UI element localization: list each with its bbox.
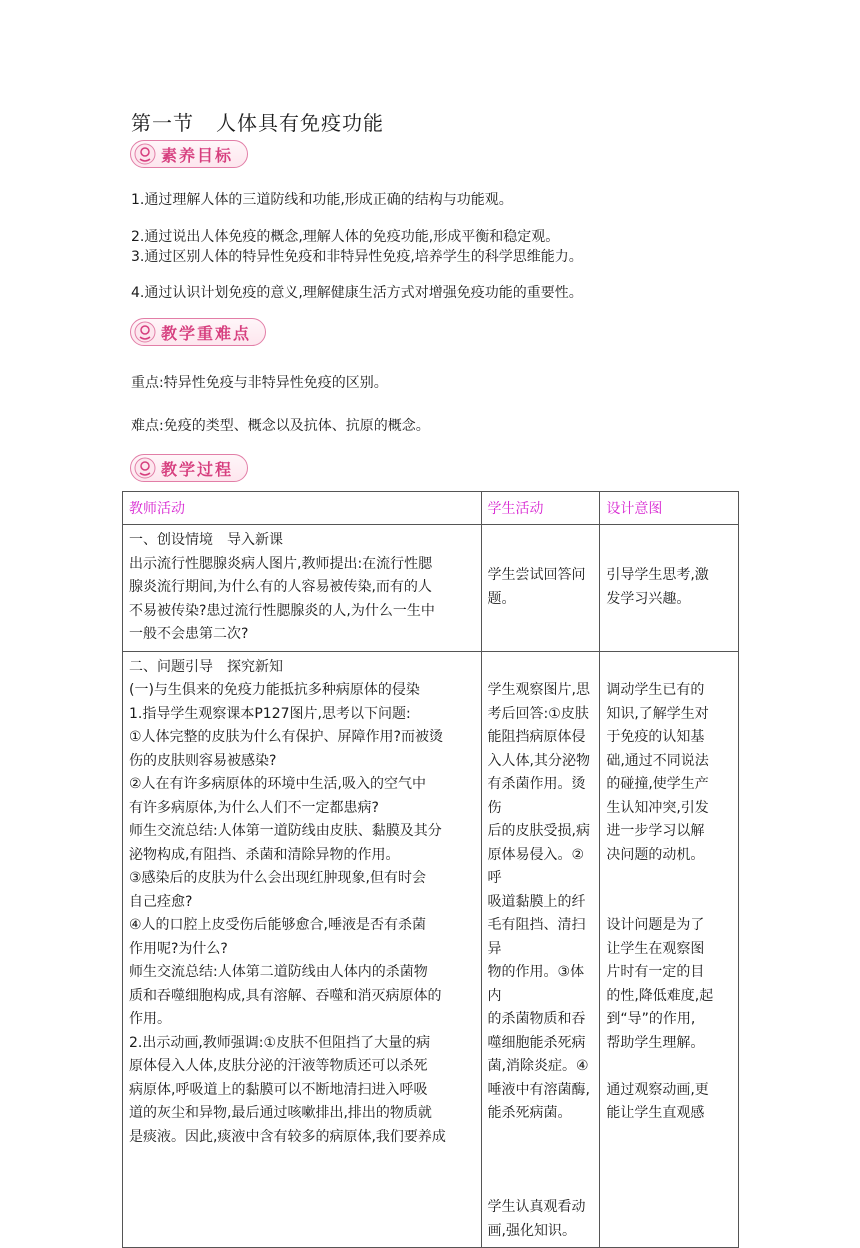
text-line: 2.出示动画,教师强调:①皮肤不但阻挡了大量的病 [129, 1034, 431, 1051]
section-name: 人体具有免疫功能 [216, 111, 384, 135]
text-line: 噬细胞能杀死病 [487, 1034, 586, 1051]
text-line: 让学生在观察图 [606, 940, 705, 957]
key-point: 重点:特异性免疫与非特异性免疫的区别。 [131, 375, 388, 391]
text-line: 病原体,呼吸道上的黏膜可以不断地清扫进入呼吸 [129, 1081, 428, 1098]
text-line: ②人在有许多病原体的环境中生活,吸入的空气中 [129, 776, 426, 792]
text-line: ③感染后的皮肤为什么会出现红肿现象,但有时会 [129, 870, 426, 886]
badge-keypoints-label: 教学重难点 [161, 323, 252, 343]
text-line: 一般不会患第二次? [129, 626, 249, 642]
text-line: 学生尝试回答问 [487, 567, 586, 584]
text-line: 是痰液。因此,痰液中含有较多的病原体,我们要养成 [129, 1128, 446, 1145]
badge-process [130, 454, 248, 482]
text-line: 原体侵入人体,皮肤分泌的汗液等物质还可以杀死 [129, 1058, 428, 1074]
text-line: 腺炎流行期间,为什么有的人容易被传染,而有的人 [129, 579, 432, 595]
text-line: 的杀菌物质和吞 [487, 1011, 586, 1027]
text-line: 唾液中有溶菌酶, [487, 1081, 590, 1098]
text-line: 物的作用。③体内 [487, 964, 585, 1004]
text-line: 师生交流总结:人体第一道防线由皮肤、黏膜及其分 [129, 823, 442, 839]
text-line: 后的皮肤受损,病 [487, 823, 590, 839]
text-line: 决问题的动机。 [606, 846, 705, 863]
text-line: 画,强化知识。 [487, 1222, 576, 1239]
ribbon-medal-icon [133, 142, 157, 166]
text-line: 进一步学习以解 [606, 823, 705, 839]
text-line: 帮助学生理解。 [606, 1034, 705, 1051]
table-header-row [123, 492, 739, 525]
text-line: 到“导”的作用, [606, 1011, 696, 1027]
text-line: 引导学生思考,激 [606, 567, 709, 584]
goal-item: 4.通过认识计划免疫的意义,理解健康生活方式对增强免疫功能的重要性。 [131, 285, 583, 301]
teacher-cell [123, 525, 482, 652]
text-line: 于免疫的认知基 [606, 729, 705, 745]
text-line: 有许多病原体,为什么人们不一定都患病? [129, 799, 379, 816]
badge-process-label: 教学过程 [161, 459, 234, 479]
teacher-cell [123, 651, 482, 1248]
header-student: 学生活动 [481, 492, 600, 525]
table-row [123, 525, 739, 652]
lesson-plan-table [122, 491, 739, 1248]
text-line: 出示流行性腮腺炎病人图片,教师提出:在流行性腮 [129, 555, 433, 572]
text-line: 原体易侵入。②呼 [487, 846, 585, 886]
text-line: 毛有阻挡、清扫异 [487, 917, 586, 957]
goal-item: 3.通过区别人体的特异性免疫和非特异性免疫,培养学生的科学思维能力。 [131, 249, 583, 265]
text-line: 质和吞噬细胞构成,具有溶解、吞噬和消灭病原体的 [129, 987, 442, 1004]
text-line: 一、创设情境 导入新课 [129, 532, 283, 548]
goal-item: 1.通过理解人体的三道防线和功能,形成正确的结构与功能观。 [131, 192, 513, 208]
text-line: 能杀死病菌。 [487, 1105, 572, 1121]
text-line: 础,通过不同说法 [606, 752, 709, 769]
text-line: 设计问题是为了 [606, 917, 705, 933]
text-line: 1.指导学生观察课本P127图片,思考以下问题: [129, 705, 411, 722]
text-line: 学生认真观看动 [487, 1199, 586, 1215]
text-line: 调动学生已有的 [606, 682, 705, 698]
table-row [123, 651, 739, 1248]
text-line: 知识,了解学生对 [606, 705, 709, 722]
text-line: 的碰撞,使学生产 [606, 776, 709, 792]
badge-goals-label: 素养目标 [161, 145, 234, 165]
header-intent: 设计意图 [600, 492, 739, 525]
text-line: 菌,消除炎症。④ [487, 1058, 589, 1074]
text-line: 师生交流总结:人体第二道防线由人体内的杀菌物 [129, 964, 428, 980]
text-line: 学生观察图片,思 [487, 682, 590, 698]
text-line: 发学习兴趣。 [606, 590, 691, 607]
text-line: 作用呢?为什么? [129, 940, 228, 957]
section-number: 第一节 [131, 111, 194, 135]
badge-goals [130, 140, 248, 168]
badge-keypoints [130, 318, 266, 346]
text-line: ④人的口腔上皮受伤后能够愈合,唾液是否有杀菌 [129, 917, 426, 933]
goal-item: 2.通过说出人体免疫的概念,理解人体的免疫功能,形成平衡和稳定观。 [131, 229, 560, 245]
text-line: 不易被传染?患过流行性腮腺炎的人,为什么一生中 [129, 602, 435, 619]
text-line: 能阻挡病原体侵 [487, 729, 586, 745]
text-line: 有杀菌作用。烫伤 [487, 776, 586, 816]
text-line: 道的灰尘和异物,最后通过咳嗽排出,排出的物质就 [129, 1105, 432, 1121]
ribbon-medal-icon [133, 456, 157, 480]
ribbon-medal-icon [133, 320, 157, 344]
text-line: 吸道黏膜上的纤 [487, 893, 586, 910]
text-line: 考后回答:①皮肤 [487, 705, 589, 722]
text-line: 伤的皮肤则容易被感染? [129, 752, 277, 769]
text-line: 片时有一定的目 [606, 964, 705, 980]
text-line: 泌物构成,有阻挡、杀菌和清除异物的作用。 [129, 846, 400, 863]
text-line: 的性,降低难度,起 [606, 987, 714, 1004]
text-line: 作用。 [129, 1011, 171, 1027]
text-line: 题。 [487, 590, 516, 607]
intent-cell [600, 525, 739, 652]
page-title [131, 107, 384, 136]
text-line: 入人体,其分泌物 [487, 752, 590, 769]
text-line: 能让学生直观感 [606, 1105, 705, 1121]
student-cell [481, 651, 600, 1248]
intent-cell [600, 651, 739, 1248]
text-line: (一)与生俱来的免疫力能抵抗多种病原体的侵染 [129, 682, 420, 698]
text-line: ①人体完整的皮肤为什么有保护、屏障作用?而被烫 [129, 729, 443, 745]
header-teacher: 教师活动 [123, 492, 482, 525]
text-line: 生认知冲突,引发 [606, 799, 709, 816]
text-line: 二、问题引导 探究新知 [129, 658, 283, 675]
student-cell [481, 525, 600, 652]
text-line: 自己痊愈? [129, 893, 193, 910]
text-line: 通过观察动画,更 [606, 1081, 709, 1098]
difficult-point: 难点:免疫的类型、概念以及抗体、抗原的概念。 [131, 418, 430, 434]
